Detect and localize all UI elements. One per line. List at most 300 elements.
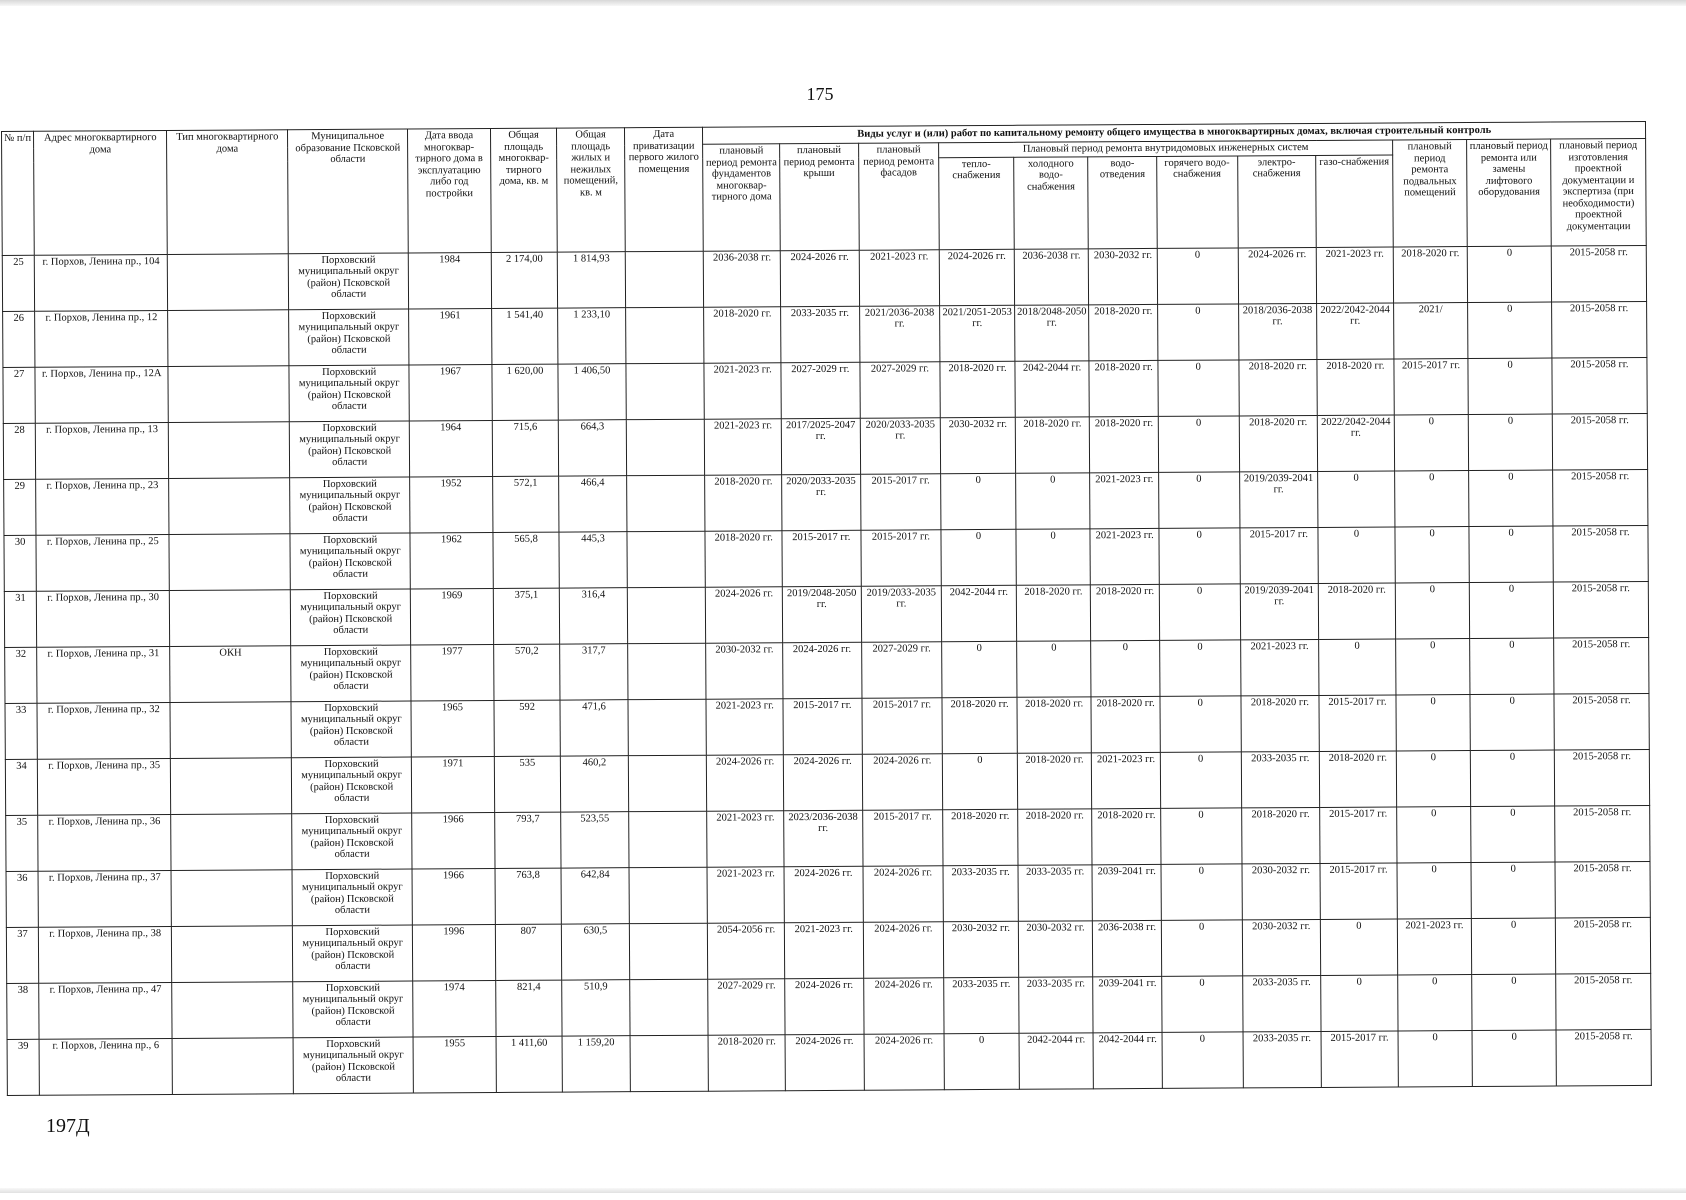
cell-project-docs: 2015-2058 гг. xyxy=(1552,413,1647,470)
cell-electric: 2019/2039-2041 гг. xyxy=(1239,471,1318,527)
cell-municipality: Порховский муниципальный округ (район) Псковской области xyxy=(292,813,412,870)
cell-cold-water: 2018/2048-2050 гг. xyxy=(1014,304,1089,360)
cell-facade: 2024-2026 гг. xyxy=(862,753,943,809)
cell-gas: 2018-2020 гг. xyxy=(1319,750,1396,806)
header-drainage: водо-отведения xyxy=(1088,156,1157,248)
header-services-group: Виды услуг и (или) работ по капитальному ремонту общего имущества в многоквартирных домах, включая строительный контроль xyxy=(703,121,1646,144)
cell-year: 1955 xyxy=(413,1036,496,1093)
cell-facade: 2024-2026 гг. xyxy=(863,921,944,977)
cell-project-docs: 2015-2058 гг. xyxy=(1556,1029,1651,1086)
cell-privatization xyxy=(626,419,705,475)
cell-address: г. Порхов, Ленина пр., 47 xyxy=(39,982,172,1039)
cell-type xyxy=(170,701,291,758)
cell-gas: 2015-2017 гг. xyxy=(1319,694,1396,750)
cell-elevator: 0 xyxy=(1472,918,1556,975)
cell-num: 34 xyxy=(5,759,38,815)
cell-municipality: Порховский муниципальный округ (район) Псковской области xyxy=(293,1036,413,1093)
cell-privatization xyxy=(628,811,707,867)
cell-year: 1961 xyxy=(409,308,492,365)
cell-basement: 2021/ xyxy=(1393,302,1468,358)
cell-total-area: 715,6 xyxy=(492,420,559,476)
cell-electric: 2018-2020 гг. xyxy=(1241,695,1320,751)
cell-living-area: 1 814,93 xyxy=(558,251,626,307)
cell-drainage: 2018-2020 гг. xyxy=(1092,808,1161,864)
cell-type xyxy=(171,757,292,814)
cell-type xyxy=(172,981,293,1038)
cell-num: 39 xyxy=(7,1039,40,1095)
table-row xyxy=(4,469,1648,535)
cell-total-area: 570,2 xyxy=(493,644,560,700)
cell-privatization xyxy=(626,363,705,419)
cell-roof: 2023/2036-2038 гг. xyxy=(784,810,863,866)
header-address: Адрес многоквартирного дома xyxy=(34,130,168,254)
cell-heat: 2030-2032 гг. xyxy=(941,417,1016,473)
table-row xyxy=(6,861,1650,927)
table-row xyxy=(4,525,1648,591)
cell-total-area: 2 174,00 xyxy=(491,252,558,308)
cell-drainage: 2039-2041 гг. xyxy=(1092,864,1161,920)
cell-project-docs: 2015-2058 гг. xyxy=(1552,357,1647,414)
header-heat: тепло-снабжения xyxy=(939,157,1014,249)
cell-address: г. Порхов, Ленина пр., 25 xyxy=(36,534,169,591)
cell-year: 1952 xyxy=(410,476,493,533)
cell-living-area: 316,4 xyxy=(560,587,628,643)
cell-total-area: 807 xyxy=(495,924,562,980)
table-row xyxy=(2,245,1646,311)
cell-foundation: 2021-2023 гг. xyxy=(705,418,782,474)
cell-roof: 2024-2026 гг. xyxy=(783,754,862,810)
header-cold-water: холодного водо-снабжения xyxy=(1014,156,1089,248)
cell-cold-water: 2018-2020 гг. xyxy=(1017,696,1092,752)
cell-total-area: 375,1 xyxy=(493,588,560,644)
header-gas: газо-снабжения xyxy=(1316,155,1393,247)
cell-address: г. Порхов, Ленина пр., 38 xyxy=(39,926,172,983)
cell-roof: 2024-2026 гг. xyxy=(780,250,859,306)
cell-drainage: 2021-2023 гг. xyxy=(1092,752,1161,808)
cell-foundation: 2054-2056 гг. xyxy=(708,922,785,978)
cell-total-area: 565,8 xyxy=(493,532,560,588)
header-privatization: Дата приватизации первого жилого помещения xyxy=(624,127,703,251)
cell-address: г. Порхов, Ленина пр., 104 xyxy=(35,254,168,311)
cell-cold-water: 2042-2044 гг. xyxy=(1015,360,1090,416)
cell-foundation: 2018-2020 гг. xyxy=(708,1034,785,1090)
cell-hot-water: 0 xyxy=(1158,303,1239,359)
cell-municipality: Порховский муниципальный округ (район) Псковской области xyxy=(289,309,409,366)
cell-privatization xyxy=(627,531,706,587)
cell-facade: 2015-2017 гг. xyxy=(861,529,942,585)
cell-heat: 2033-2035 гг. xyxy=(944,977,1019,1033)
table-row xyxy=(6,917,1650,983)
header-num: № п/п xyxy=(2,131,35,255)
cell-foundation: 2024-2026 гг. xyxy=(707,754,784,810)
cell-facade: 2027-2029 гг. xyxy=(861,641,942,697)
cell-drainage: 2039-2041 гг. xyxy=(1093,976,1162,1032)
cell-hot-water: 0 xyxy=(1159,583,1240,639)
cell-municipality: Порховский муниципальный округ (район) Псковской области xyxy=(292,869,412,926)
cell-facade: 2021-2023 гг. xyxy=(859,249,940,305)
cell-municipality: Порховский муниципальный округ (район) Псковской области xyxy=(293,981,413,1038)
table-row xyxy=(3,301,1647,367)
cell-basement: 0 xyxy=(1395,526,1470,582)
table-row xyxy=(5,693,1649,759)
cell-privatization xyxy=(630,1035,709,1091)
cell-roof: 2021-2023 гг. xyxy=(784,922,863,978)
cell-total-area: 592 xyxy=(494,700,561,756)
cell-year: 1984 xyxy=(408,252,491,309)
cell-hot-water: 0 xyxy=(1159,527,1240,583)
cell-project-docs: 2015-2058 гг. xyxy=(1553,581,1648,638)
cell-elevator: 0 xyxy=(1469,414,1553,471)
cell-facade: 2015-2017 гг. xyxy=(860,473,941,529)
cell-cold-water: 2018-2020 гг. xyxy=(1017,752,1092,808)
cell-project-docs: 2015-2058 гг. xyxy=(1553,525,1648,582)
cell-year: 1977 xyxy=(411,644,494,701)
cell-drainage: 2018-2020 гг. xyxy=(1089,304,1158,360)
cell-type xyxy=(172,1037,293,1094)
cell-elevator: 0 xyxy=(1471,862,1555,919)
header-facade: плановый период ремонта фасадов xyxy=(858,143,939,250)
cell-municipality: Порховский муниципальный округ (район) Псковской области xyxy=(292,757,412,814)
cell-address: г. Порхов, Ленина пр., 12 xyxy=(35,310,168,367)
cell-electric: 2018-2020 гг. xyxy=(1239,415,1318,471)
cell-gas: 2015-2017 гг. xyxy=(1321,1030,1398,1086)
cell-electric: 2033-2035 гг. xyxy=(1243,1031,1322,1087)
cell-gas: 0 xyxy=(1319,638,1396,694)
cell-privatization xyxy=(629,867,708,923)
cell-municipality: Порховский муниципальный округ (район) Псковской области xyxy=(289,365,409,422)
cell-living-area: 664,3 xyxy=(559,419,627,475)
cell-electric: 2024-2026 гг. xyxy=(1238,247,1317,303)
cell-facade: 2024-2026 гг. xyxy=(864,1033,945,1089)
cell-drainage: 2030-2032 гг. xyxy=(1089,248,1158,304)
cell-facade: 2024-2026 гг. xyxy=(863,865,944,921)
header-commission-year: Дата ввода многоквар-тирного дома в эксплуатацию либо год постройки xyxy=(408,129,491,253)
cell-heat: 2033-2035 гг. xyxy=(943,865,1018,921)
cell-total-area: 572,1 xyxy=(492,476,559,532)
cell-municipality: Порховский муниципальный округ (район) Псковской области xyxy=(289,421,409,478)
cell-heat: 2018-2020 гг. xyxy=(943,809,1018,865)
cell-type xyxy=(172,925,293,982)
cell-municipality: Порховский муниципальный округ (район) Псковской области xyxy=(288,253,408,310)
cell-num: 30 xyxy=(4,535,37,591)
cell-foundation: 2027-2029 гг. xyxy=(708,978,785,1034)
table-body xyxy=(2,245,1651,1095)
cell-roof: 2027-2029 гг. xyxy=(781,362,860,418)
cell-project-docs: 2015-2058 гг. xyxy=(1555,805,1650,862)
cell-total-area: 1 620,00 xyxy=(492,364,559,420)
cell-heat: 0 xyxy=(943,753,1018,809)
cell-cold-water: 2033-2035 гг. xyxy=(1019,976,1094,1032)
header-living-area: Общая площадь жилых и нежилых помещений, кв. м xyxy=(557,128,625,252)
header-roof: плановый период ремонта крыши xyxy=(780,143,859,250)
cell-roof: 2019/2048-2050 гг. xyxy=(782,586,861,642)
cell-num: 26 xyxy=(3,311,36,367)
cell-elevator: 0 xyxy=(1468,302,1552,359)
cell-privatization xyxy=(625,251,704,307)
cell-basement: 0 xyxy=(1396,694,1471,750)
table-row xyxy=(4,581,1648,647)
cell-num: 37 xyxy=(6,927,39,983)
cell-num: 36 xyxy=(6,871,39,927)
cell-gas: 2015-2017 гг. xyxy=(1320,806,1397,862)
cell-foundation: 2021-2023 гг. xyxy=(707,810,784,866)
cell-roof: 2024-2026 гг. xyxy=(783,642,862,698)
cell-total-area: 535 xyxy=(494,756,561,812)
table-row xyxy=(3,413,1647,479)
cell-facade: 2019/2033-2035 гг. xyxy=(861,585,942,641)
cell-year: 1964 xyxy=(409,420,492,477)
cell-living-area: 1 233,10 xyxy=(558,307,626,363)
cell-num: 28 xyxy=(3,423,36,479)
cell-roof: 2015-2017 гг. xyxy=(782,530,861,586)
cell-project-docs: 2015-2058 гг. xyxy=(1554,637,1649,694)
cell-drainage: 2021-2023 гг. xyxy=(1090,528,1159,584)
cell-gas: 0 xyxy=(1321,918,1398,974)
cell-basement: 0 xyxy=(1395,582,1470,638)
cell-electric: 2015-2017 гг. xyxy=(1240,527,1319,583)
cell-year: 1966 xyxy=(412,868,495,925)
cell-gas: 2018-2020 гг. xyxy=(1317,358,1394,414)
cell-heat: 2024-2026 гг. xyxy=(940,249,1015,305)
cell-basement: 0 xyxy=(1394,470,1469,526)
cell-hot-water: 0 xyxy=(1160,695,1241,751)
cell-foundation: 2021-2023 гг. xyxy=(707,866,784,922)
capital-repair-table xyxy=(1,121,1652,1096)
cell-project-docs: 2015-2058 гг. xyxy=(1551,245,1646,302)
cell-address: г. Порхов, Ленина пр., 6 xyxy=(39,1038,172,1095)
cell-hot-water: 0 xyxy=(1158,415,1239,471)
cell-basement: 0 xyxy=(1397,974,1472,1030)
cell-foundation: 2036-2038 гг. xyxy=(704,250,781,306)
cell-heat: 2042-2044 гг. xyxy=(942,585,1017,641)
cell-project-docs: 2015-2058 гг. xyxy=(1556,973,1651,1030)
cell-electric: 2018-2020 гг. xyxy=(1238,359,1317,415)
cell-elevator: 0 xyxy=(1469,470,1553,527)
table-row xyxy=(7,1029,1651,1095)
cell-facade: 2015-2017 гг. xyxy=(862,809,943,865)
cell-living-area: 510,9 xyxy=(562,979,630,1035)
cell-foundation: 2024-2026 гг. xyxy=(706,586,783,642)
cell-elevator: 0 xyxy=(1470,638,1554,695)
cell-drainage: 2042-2044 гг. xyxy=(1093,1032,1162,1088)
cell-basement: 2015-2017 гг. xyxy=(1394,358,1469,414)
cell-address: г. Порхов, Ленина пр., 36 xyxy=(38,814,171,871)
header-electric: электро-снабжения xyxy=(1237,155,1316,247)
cell-address: г. Порхов, Ленина пр., 12А xyxy=(35,366,168,423)
cell-hot-water: 0 xyxy=(1157,247,1238,303)
scan-edge-top xyxy=(0,0,1686,6)
cell-total-area: 763,8 xyxy=(495,868,562,924)
cell-address: г. Порхов, Ленина пр., 23 xyxy=(36,478,169,535)
cell-basement: 2018-2020 гг. xyxy=(1393,246,1468,302)
cell-roof: 2015-2017 гг. xyxy=(783,698,862,754)
cell-living-area: 460,2 xyxy=(561,755,629,811)
cell-project-docs: 2015-2058 гг. xyxy=(1555,917,1650,974)
cell-electric: 2018/2036-2038 гг. xyxy=(1238,303,1317,359)
cell-electric: 2033-2035 гг. xyxy=(1242,975,1321,1031)
cell-cold-water: 0 xyxy=(1015,472,1090,528)
cell-privatization xyxy=(626,475,705,531)
cell-gas: 0 xyxy=(1321,974,1398,1030)
cell-type xyxy=(171,813,292,870)
cell-municipality: Порховский муниципальный округ (район) Псковской области xyxy=(293,925,413,982)
header-type: Тип многоквартирного дома xyxy=(167,130,289,254)
cell-year: 1965 xyxy=(411,700,494,757)
cell-heat: 0 xyxy=(941,529,1016,585)
header-municipality: Муниципальное образование Псковской области xyxy=(288,129,409,253)
cell-roof: 2024-2026 гг. xyxy=(785,1034,864,1090)
cell-gas: 2022/2042-2044 гг. xyxy=(1317,302,1394,358)
cell-electric: 2019/2039-2041 гг. xyxy=(1240,583,1319,639)
cell-type xyxy=(168,253,289,310)
cell-drainage: 2018-2020 гг. xyxy=(1091,584,1160,640)
cell-cold-water: 2036-2038 гг. xyxy=(1014,248,1089,304)
cell-gas: 0 xyxy=(1318,526,1395,582)
cell-num: 38 xyxy=(7,983,40,1039)
cell-year: 1966 xyxy=(412,812,495,869)
cell-hot-water: 0 xyxy=(1162,1031,1243,1087)
cell-address: г. Порхов, Ленина пр., 37 xyxy=(38,870,171,927)
cell-municipality: Порховский муниципальный округ (район) Псковской области xyxy=(291,589,411,646)
cell-municipality: Порховский муниципальный округ (район) Псковской области xyxy=(290,477,410,534)
cell-hot-water: 0 xyxy=(1162,975,1243,1031)
cell-foundation: 2030-2032 гг. xyxy=(706,642,783,698)
cell-facade: 2015-2017 гг. xyxy=(862,697,943,753)
cell-elevator: 0 xyxy=(1472,974,1556,1031)
cell-electric: 2018-2020 гг. xyxy=(1241,807,1320,863)
cell-facade: 2024-2026 гг. xyxy=(863,977,944,1033)
cell-heat: 0 xyxy=(944,1033,1019,1089)
cell-facade: 2027-2029 гг. xyxy=(860,361,941,417)
cell-project-docs: 2015-2058 гг. xyxy=(1553,469,1648,526)
footer-code: 197Д xyxy=(46,1115,90,1137)
cell-type xyxy=(171,869,292,926)
cell-municipality: Порховский муниципальный округ (район) Псковской области xyxy=(291,645,411,702)
header-basement: плановый период ремонта подвальных помещений xyxy=(1392,140,1467,247)
cell-cold-water: 2033-2035 гг. xyxy=(1018,864,1093,920)
table-row xyxy=(7,973,1651,1039)
cell-hot-water: 0 xyxy=(1158,359,1239,415)
header-foundation: плановый период ремонта фундаментов многоквар-тирного дома xyxy=(703,144,780,251)
cell-privatization xyxy=(628,699,707,755)
cell-hot-water: 0 xyxy=(1161,807,1242,863)
cell-elevator: 0 xyxy=(1470,582,1554,639)
table-row xyxy=(6,805,1650,871)
cell-foundation: 2021-2023 гг. xyxy=(706,698,783,754)
cell-type: ОКН xyxy=(170,645,291,702)
cell-cold-water: 2018-2020 гг. xyxy=(1018,808,1093,864)
cell-basement: 0 xyxy=(1394,414,1469,470)
cell-electric: 2030-2032 гг. xyxy=(1242,919,1321,975)
cell-heat: 2030-2032 гг. xyxy=(944,921,1019,977)
cell-living-area: 642,84 xyxy=(561,867,629,923)
cell-foundation: 2018-2020 гг. xyxy=(705,530,782,586)
cell-cold-water: 2018-2020 гг. xyxy=(1016,584,1091,640)
header-elevator: плановый период ремонта или замены лифтового оборудования xyxy=(1467,139,1551,246)
cell-type xyxy=(169,477,290,534)
cell-living-area: 466,4 xyxy=(559,475,627,531)
cell-elevator: 0 xyxy=(1472,1030,1556,1087)
cell-elevator: 0 xyxy=(1469,526,1553,583)
cell-project-docs: 2015-2058 гг. xyxy=(1552,301,1647,358)
cell-year: 1969 xyxy=(410,588,493,645)
table-row xyxy=(3,357,1647,423)
cell-heat: 0 xyxy=(942,641,1017,697)
cell-project-docs: 2015-2058 гг. xyxy=(1555,861,1650,918)
cell-living-area: 630,5 xyxy=(562,923,630,979)
cell-basement: 0 xyxy=(1398,1030,1473,1086)
cell-elevator: 0 xyxy=(1471,750,1555,807)
cell-type xyxy=(168,309,289,366)
cell-gas: 2018-2020 гг. xyxy=(1318,582,1395,638)
cell-cold-water: 2018-2020 гг. xyxy=(1015,416,1090,472)
cell-year: 1967 xyxy=(409,364,492,421)
cell-basement: 2021-2023 гг. xyxy=(1397,918,1472,974)
cell-living-area: 317,7 xyxy=(560,643,628,699)
cell-electric: 2021-2023 гг. xyxy=(1240,639,1319,695)
cell-drainage: 2018-2020 гг. xyxy=(1090,416,1159,472)
cell-living-area: 1 159,20 xyxy=(562,1035,630,1091)
cell-type xyxy=(168,365,289,422)
cell-type xyxy=(170,589,291,646)
cell-foundation: 2018-2020 гг. xyxy=(704,306,781,362)
cell-privatization xyxy=(627,643,706,699)
cell-year: 1974 xyxy=(413,980,496,1037)
cell-electric: 2030-2032 гг. xyxy=(1242,863,1321,919)
cell-year: 1996 xyxy=(413,924,496,981)
header-systems-group: Плановый период ремонта внутридомовых инженерных систем xyxy=(939,140,1393,157)
cell-elevator: 0 xyxy=(1468,246,1552,303)
cell-num: 27 xyxy=(3,367,36,423)
cell-foundation: 2021-2023 гг. xyxy=(704,362,781,418)
cell-hot-water: 0 xyxy=(1161,863,1242,919)
cell-hot-water: 0 xyxy=(1160,751,1241,807)
cell-address: г. Порхов, Ленина пр., 35 xyxy=(38,758,171,815)
header-hot-water: горячего водо-снабжения xyxy=(1157,155,1238,247)
cell-drainage: 2021-2023 гг. xyxy=(1090,472,1159,528)
cell-roof: 2024-2026 гг. xyxy=(784,866,863,922)
cell-living-area: 445,3 xyxy=(559,531,627,587)
cell-privatization xyxy=(627,587,706,643)
cell-hot-water: 0 xyxy=(1159,471,1240,527)
cell-privatization xyxy=(625,307,704,363)
cell-total-area: 793,7 xyxy=(494,812,561,868)
header-project-docs: плановый период изготовления проектной документации и экспертиза (при необходимости) проектной документации xyxy=(1551,138,1647,245)
cell-municipality: Порховский муниципальный округ (район) Псковской области xyxy=(290,533,410,590)
cell-electric: 2033-2035 гг. xyxy=(1241,751,1320,807)
cell-elevator: 0 xyxy=(1468,358,1552,415)
cell-year: 1962 xyxy=(410,532,493,589)
cell-privatization xyxy=(628,755,707,811)
cell-facade: 2021/2036-2038 гг. xyxy=(859,305,940,361)
cell-heat: 0 xyxy=(941,473,1016,529)
cell-gas: 2015-2017 гг. xyxy=(1320,862,1397,918)
cell-num: 33 xyxy=(5,703,38,759)
cell-heat: 2018-2020 гг. xyxy=(942,697,1017,753)
table-row xyxy=(5,637,1649,703)
cell-type xyxy=(169,533,290,590)
cell-address: г. Порхов, Ленина пр., 13 xyxy=(36,422,169,479)
cell-address: г. Порхов, Ленина пр., 30 xyxy=(37,590,170,647)
cell-cold-water: 2030-2032 гг. xyxy=(1018,920,1093,976)
cell-municipality: Порховский муниципальный округ (район) Псковской области xyxy=(291,701,411,758)
cell-num: 31 xyxy=(4,591,37,647)
cell-heat: 2021/2051-2053 гг. xyxy=(940,305,1015,361)
cell-roof: 2017/2025-2047 гг. xyxy=(781,418,860,474)
cell-gas: 0 xyxy=(1318,470,1395,526)
cell-project-docs: 2015-2058 гг. xyxy=(1554,749,1649,806)
page-number: 175 xyxy=(806,84,834,104)
